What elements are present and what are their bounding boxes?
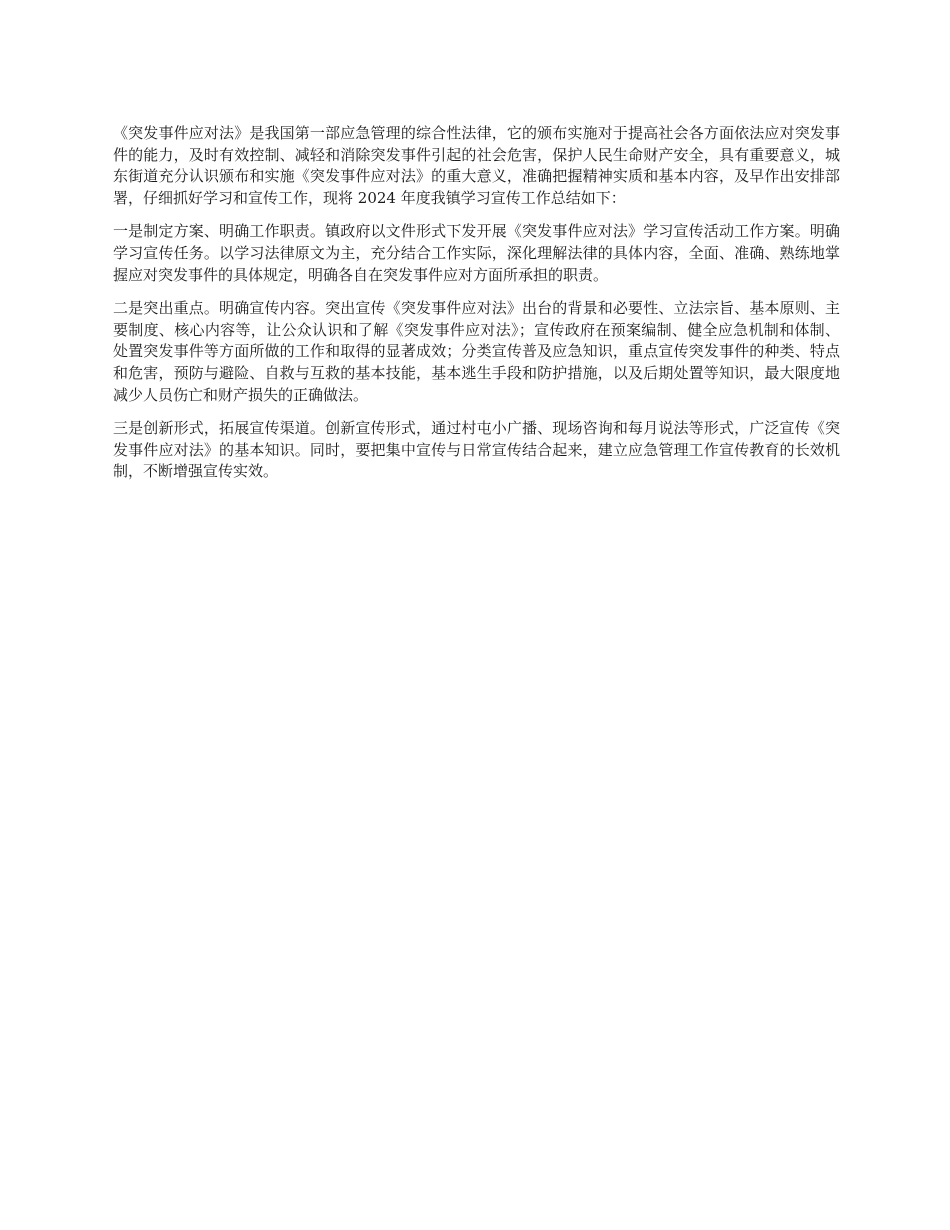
paragraph-innovative-channels: 三是创新形式，拓展宣传渠道。创新宣传形式，通过村屯小广播、现场咨询和每月说法等形式，广泛宣传《突发事件应对法》的基本知识。同时，要把集中宣传与日常宣传结合起来，建立应急管理工作宣传教育的长效机制，不断增强宣传实效。	[113, 419, 840, 481]
intro-paragraph: 《突发事件应对法》是我国第一部应急管理的综合性法律，它的颁布实施对于提高社会各方面依法应对突发事件的能力，及时有效控制、减轻和消除突发事件引起的社会危害，保护人民生命财产安全，具有重要意义，城东街道充分认识颁布和实施《突发事件应对法》的重大意义，准确把握精神实质和基本内容，及早作出安排部署，仔细抓好学习和宣传工作，现将 2024 年度我镇学习宣传工作总结如下：	[113, 124, 840, 207]
paragraph-plan-responsibilities: 一是制定方案、明确工作职责。镇政府以文件形式下发开展《突发事件应对法》学习宣传活动工作方案。明确学习宣传任务。以学习法律原文为主，充分结合工作实际，深化理解法律的具体内容，全面、准确、熟练地掌握应对突发事件的具体规定，明确各自在突发事件应对方面所承担的职责。	[113, 222, 840, 284]
document-body	[113, 123, 840, 495]
paragraph-key-content: 二是突出重点。明确宣传内容。突出宣传《突发事件应对法》出台的背景和必要性、立法宗旨、基本原则、主要制度、核心内容等，让公众认识和了解《突发事件应对法》；宣传政府在预案编制、健全应急机制和体制、处置突发事件等方面所做的工作和取得的显著成效；分类宣传普及应急知识，重点宣传突发事件的种类、特点和危害，预防与避险、自救与互救的基本技能，基本逃生手段和防护措施，以及后期处置等知识，最大限度地减少人员伤亡和财产损失的正确做法。	[113, 299, 840, 404]
